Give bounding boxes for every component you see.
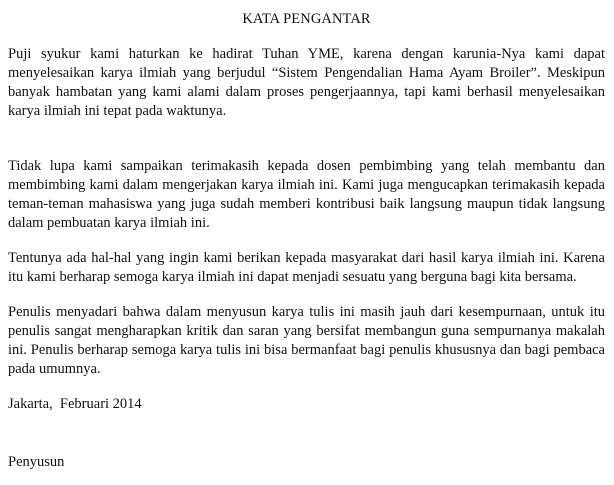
document-title: KATA PENGANTAR	[242, 11, 371, 27]
paragraph-hope: Tentunya ada hal-hal yang ingin kami berikan kepada masyarakat dari hasil karya ilmiah ini. Karena itu kami berharap semoga karya ilmiah ini dapat menjadi sesuatu yang berguna bagi kita bersama.	[8, 250, 605, 285]
paragraph-gratitude: Puji syukur kami haturkan ke hadirat Tuhan YME, karena dengan karunia-Nya kami dapat menyelesaikan karya ilmiah yang berjudul “Sistem Pengendalian Hama Ayam Broiler”. Meskipun banyak hambatan yang kami alami dalam proses pengerjaannya, tapi kami berhasil menyelesaikan karya ilmiah ini tepat pada waktunya.	[8, 46, 605, 119]
place-date: Jakarta, Februari 2014	[8, 396, 142, 412]
paragraph-closing: Penulis menyadari bahwa dalam menyusun karya tulis ini masih jauh dari kesempurnaan, untuk itu penulis sangat mengharapkan kritik dan saran yang bersifat membangun guna sempurnanya makalah ini. Penulis berharap semoga karya tulis ini bisa bermanfaat bagi penulis khususnya dan bagi pembaca pada umumnya.	[8, 304, 605, 377]
signature: Penyusun	[8, 454, 65, 470]
paragraph-thanks: Tidak lupa kami sampaikan terimakasih kepada dosen pembimbing yang telah membantu dan membimbing kami dalam mengerjakan karya ilmiah ini. Kami juga mengucapkan terimakasih kepada teman-teman mahasiswa yang juga sudah memberi kontribusi baik langsung maupun tidak langsung dalam pembuatan karya ilmiah ini.	[8, 158, 605, 231]
